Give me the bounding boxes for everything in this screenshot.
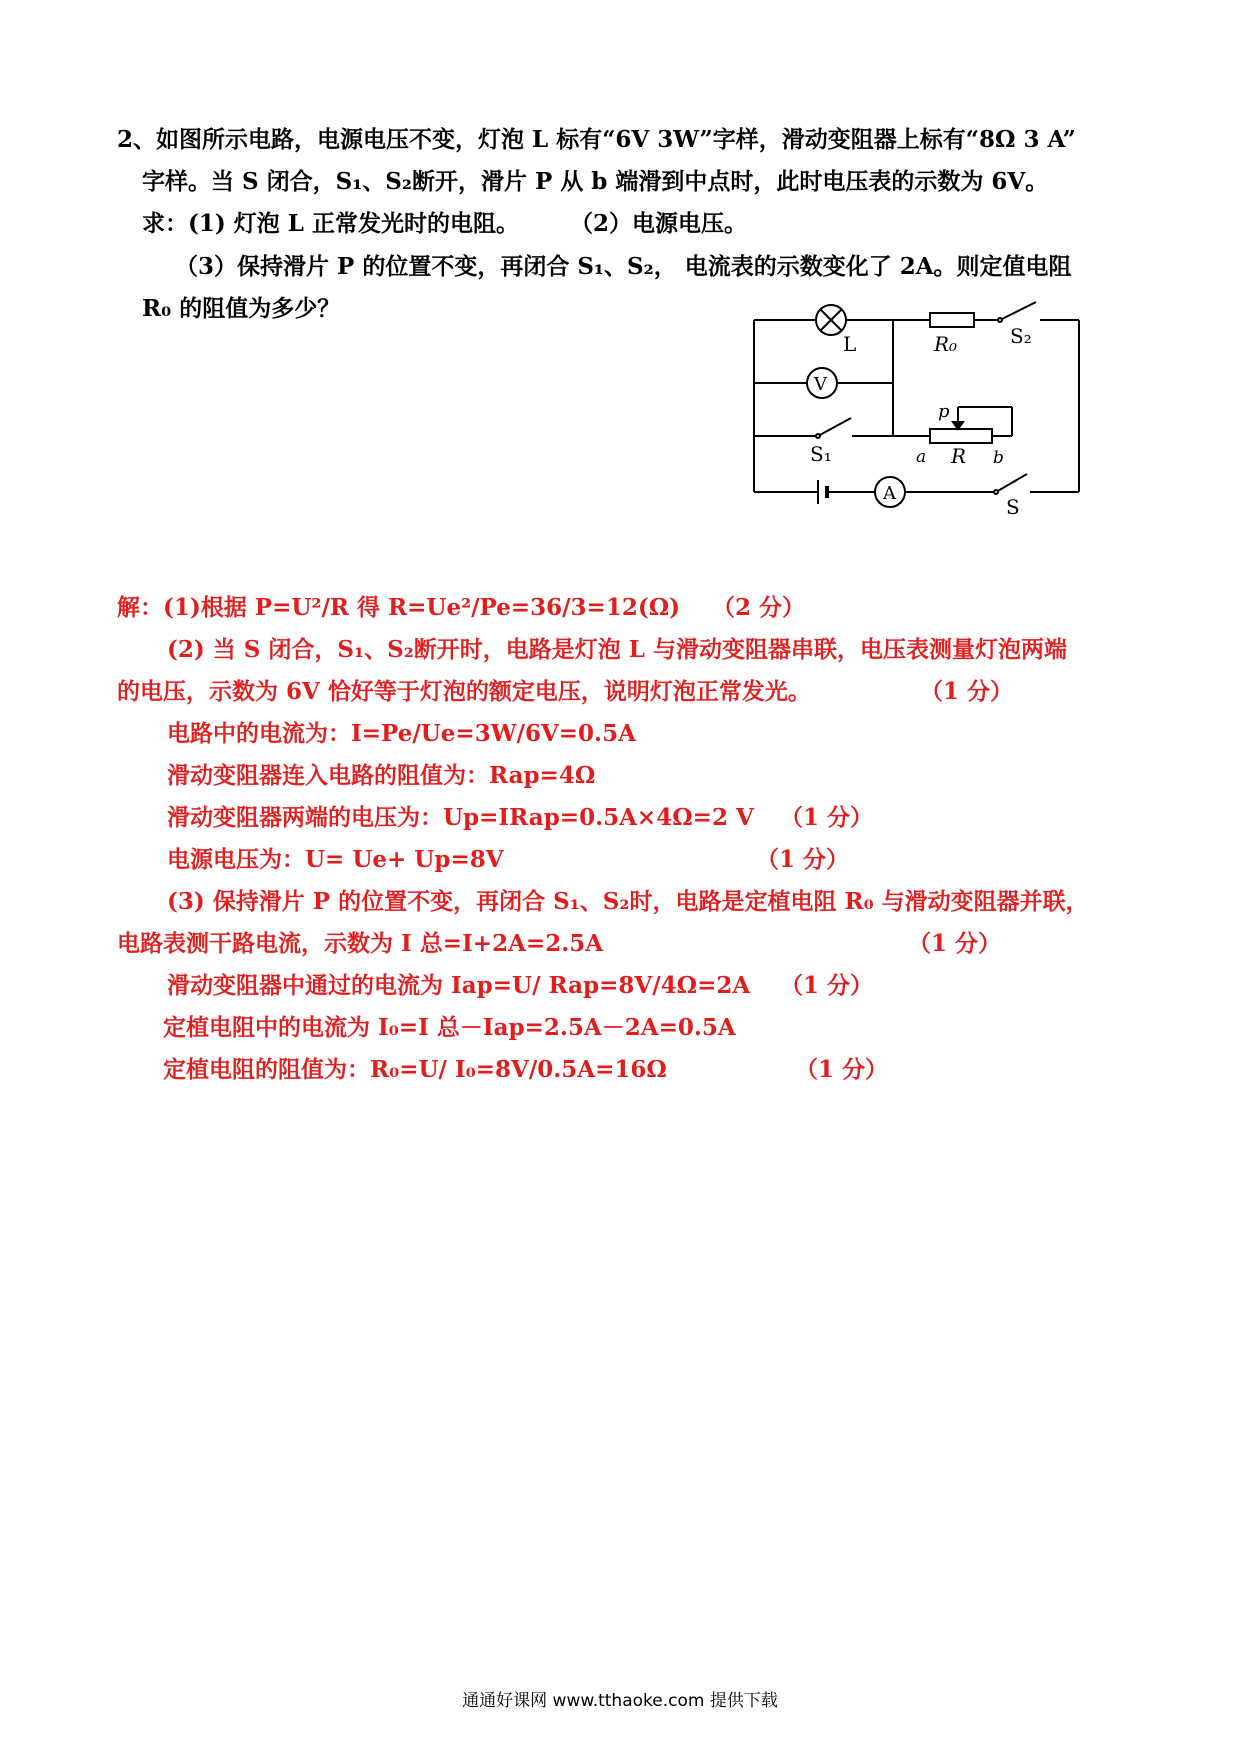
page-footer: 通通好课网 www.tthaoke.com 提供下载 xyxy=(462,1691,778,1711)
solution-score-10: （1 分） xyxy=(780,972,874,999)
circuit-diagram xyxy=(750,295,1100,525)
problem-line-5: R₀ 的阻值为多少？ xyxy=(142,295,341,322)
label-r: R xyxy=(951,444,967,468)
problem-question-2: （2）电源电压。 xyxy=(570,210,748,237)
solution-line-1: 解：(1)根据 P=U²/R 得 R=Ue²/Pe=36/3=12(Ω) xyxy=(117,594,681,621)
solution-line-10: 滑动变阻器中通过的电流为 Iap=U/ Rap=8V/4Ω=2A xyxy=(167,972,751,999)
label-b: b xyxy=(993,448,1004,468)
solution-line-11: 定植电阻中的电流为 I₀=I 总－Iap=2.5A－2A=0.5A xyxy=(163,1014,736,1041)
solution-score-1: （2 分） xyxy=(712,594,806,621)
solution-score-9: （1 分） xyxy=(908,930,1002,957)
solution-line-9: 电路表测干路电流，示数为 I 总=I+2A=2.5A xyxy=(117,930,604,957)
label-r0: R₀ xyxy=(934,332,958,356)
solution-score-6: （1 分） xyxy=(780,804,874,831)
r0-resistor xyxy=(930,313,974,327)
solution-score-7: （1 分） xyxy=(756,846,850,873)
s2-switch xyxy=(1000,302,1036,320)
solution-score-3: （1 分） xyxy=(920,678,1014,705)
solution-score-12: （1 分） xyxy=(795,1056,889,1083)
label-voltmeter: V xyxy=(814,374,827,395)
solution-line-8: (3) 保持滑片 P 的位置不变，再闭合 S₁、S₂时，电路是定植电阻 R₀ 与滑动变阻器并联， xyxy=(167,888,1089,915)
solution-line-12: 定植电阻的阻值为：R₀=U/ I₀=8V/0.5A=16Ω xyxy=(163,1056,667,1083)
solution-line-4: 电路中的电流为：I=Pe/Ue=3W/6V=0.5A xyxy=(167,720,636,747)
solution-line-2: (2) 当 S 闭合，S₁、S₂断开时，电路是灯泡 L 与滑动变阻器串联，电压表测量灯泡两端 xyxy=(167,636,1067,663)
label-ammeter: A xyxy=(883,483,896,504)
s-switch xyxy=(996,474,1027,492)
problem-line-2: 字样。当 S 闭合，S₁、S₂断开，滑片 P 从 b 端滑到中点时，此时电压表的示数为 6V。 xyxy=(142,168,1049,195)
label-s1: S₁ xyxy=(810,442,832,466)
solution-line-3: 的电压，示数为 6V 恰好等于灯泡的额定电压，说明灯泡正常发光。 xyxy=(117,678,811,705)
solution-line-7: 电源电压为：U= Ue+ Up=8V xyxy=(167,846,504,873)
label-s: S xyxy=(1006,495,1020,519)
rheostat xyxy=(930,429,992,443)
problem-question-1: 求：(1) 灯泡 L 正常发光时的电阻。 xyxy=(142,210,519,237)
label-s2: S₂ xyxy=(1010,324,1032,348)
label-p: p xyxy=(938,401,950,422)
solution-line-5: 滑动变阻器连入电路的阻值为：Rap=4Ω xyxy=(167,762,596,789)
problem-line-1: 2、如图所示电路，电源电压不变，灯泡 L 标有“6V 3W”字样，滑动变阻器上标有“8Ω 3 A” xyxy=(117,126,1076,153)
label-a: a xyxy=(916,447,927,467)
problem-question-3: （3）保持滑片 P 的位置不变，再闭合 S₁、S₂， 电流表的示数变化了 2A。则定值电阻 xyxy=(175,253,1072,280)
s1-switch xyxy=(818,418,851,436)
solution-line-6: 滑动变阻器两端的电压为：Up=IRap=0.5A×4Ω=2 V xyxy=(167,804,754,831)
label-lamp: L xyxy=(843,332,857,356)
